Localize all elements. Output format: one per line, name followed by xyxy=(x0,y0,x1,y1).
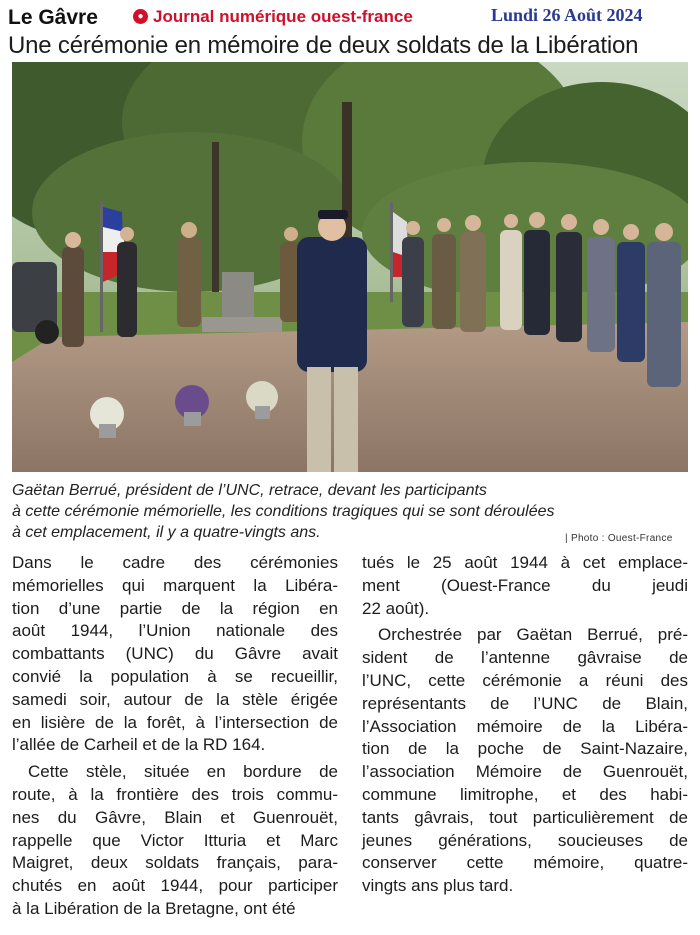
article-line: tion de la poche de Saint-Nazaire, xyxy=(362,739,688,759)
caption-line: à cette cérémonie mémorielle, les conditions tragiques qui se sont déroulées xyxy=(12,503,555,520)
article-line: l’UNC, cette cérémonie a réuni des xyxy=(362,670,688,690)
article-line: vingts ans plus tard. xyxy=(362,876,514,896)
article-line: convié la population à se recueillir, xyxy=(12,666,338,686)
article-line: l’association Mémoire de Guenrouët, xyxy=(362,762,688,782)
ceremony-photo xyxy=(12,62,688,472)
article-line: nes du Gâvre, Blain et Guenrouët, xyxy=(12,807,338,827)
photo-credit: | Photo : Ouest-France xyxy=(565,533,673,544)
article-line: chutés en août 1944, pour participer xyxy=(12,876,338,896)
article-line: Dans le cadre des cérémonies xyxy=(12,553,338,572)
article-line: ment (Ouest-France du jeudi xyxy=(362,575,688,595)
article-line: tués le 25 août 1944 à cet emplace- xyxy=(362,553,688,572)
article-line: samedi soir, autour de la stèle érigée xyxy=(12,689,338,709)
article-line: représentants de l’UNC de Blain, xyxy=(362,693,688,713)
ouest-france-logo-icon: ● xyxy=(133,9,148,24)
caption-line: Gaëtan Berrué, président de l’UNC, retrace, devant les participants xyxy=(12,482,487,499)
article-line: tion d’une partie de la région en xyxy=(12,598,338,618)
journal-name: Journal numérique ouest-france xyxy=(153,7,413,26)
article-paragraph xyxy=(362,552,688,620)
article-line: rappelle que Victor Itturia et Marc xyxy=(12,830,338,850)
article-column-2 xyxy=(362,552,688,898)
article-line: tants gâvrais, tout particulièrement de xyxy=(362,807,688,827)
article-line: à la Libération de la Bretagne, ont été xyxy=(12,898,296,918)
article-line: Maigret, deux soldats français, para- xyxy=(12,853,338,873)
article-line: conserver cette mémoire, quatre- xyxy=(362,853,688,873)
photo-caption xyxy=(12,480,612,543)
article-headline: Une cérémonie en mémoire de deux soldats de la Libération xyxy=(8,32,639,59)
article-line: l’allée de Carheil et de la RD 164. xyxy=(12,735,266,755)
town-name: Le Gâvre xyxy=(8,6,98,29)
article-paragraph xyxy=(12,761,338,921)
article-line: jeunes générations, soucieuses de xyxy=(362,830,688,850)
article-line: l’Association mémoire de la Libéra- xyxy=(362,716,688,736)
article-line: Orchestrée par Gaëtan Berrué, pré- xyxy=(378,625,688,645)
article-line: mémorielles qui marquent la Libéra- xyxy=(12,575,338,595)
article-line: en lisière de la forêt, à l’intersection de xyxy=(12,712,338,732)
publication-date: Lundi 26 Août 2024 xyxy=(491,5,643,25)
article-line: commune limitrophe, et des habi- xyxy=(362,784,688,804)
article-line: Cette stèle, située en bordure de xyxy=(28,762,338,782)
article-line: route, à la frontière des trois commu- xyxy=(12,784,338,804)
article-paragraph xyxy=(12,552,338,757)
article-line: 22 août). xyxy=(362,598,430,618)
article-line: sident de l’antenne gâvraise de xyxy=(362,648,688,668)
article-line: combattants (UNC) du Gâvre avait xyxy=(12,644,338,664)
article-column-1 xyxy=(12,552,338,921)
page-header xyxy=(0,0,700,32)
article-paragraph xyxy=(362,624,688,898)
caption-line: à cet emplacement, il y a quatre-vingts ans. xyxy=(12,524,321,541)
article-line: août 1944, l’Union nationale des xyxy=(12,621,338,641)
